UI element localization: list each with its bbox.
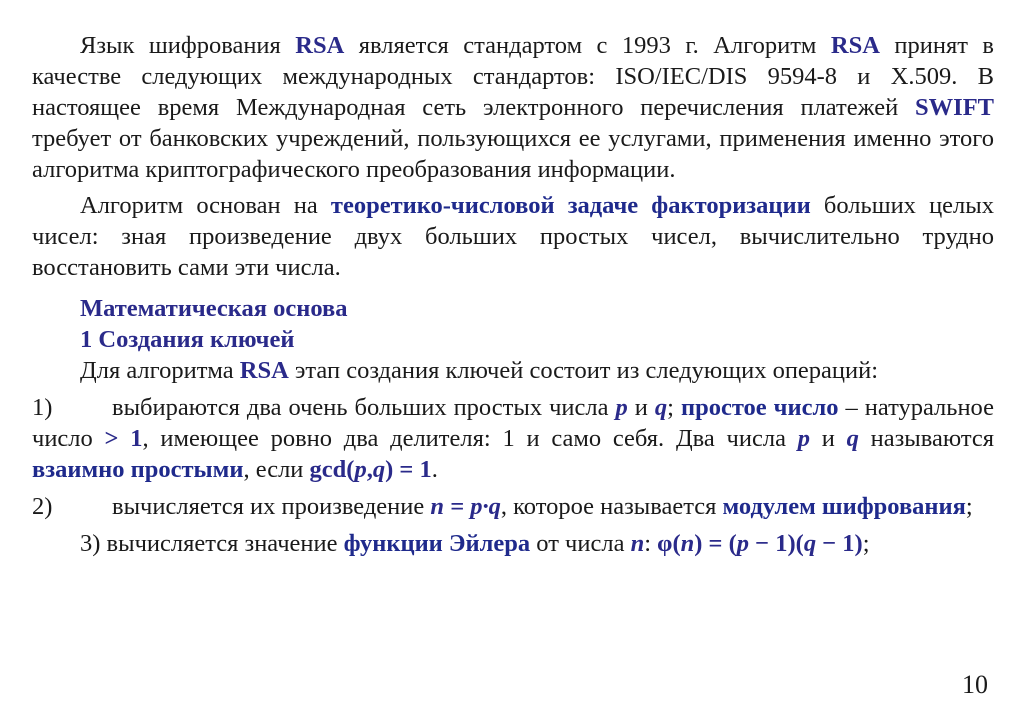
rsa-term: RSA — [830, 32, 880, 59]
coprime-term: взаимно простыми — [32, 456, 244, 483]
step-number: 1) — [32, 394, 53, 421]
factorization-term: теоретико-числовой задаче факторизации — [330, 192, 811, 219]
swift-term: SWIFT — [915, 94, 994, 121]
step-3: 3) вычисляется значение функции Эйлера от числа n: φ(n) = (p − 1)(q − 1); — [80, 530, 870, 557]
subsection-heading: 1 Создания ключей — [80, 326, 295, 353]
paragraph-rsa-standard: Язык шифрования RSA является стандартом с 1993 г. Алгоритм RSA принят в качестве следующих международных стандартов: ISO/IEC/DIS 9594-8 и X.509. В настоящее время Международная сеть электронного перечисления платежей SWIFT требует от банковских учреждений, пользующихся ее услугами, применения именно этого алгоритма криптографического преобразования информации. — [32, 32, 994, 183]
rsa-term: RSA — [295, 32, 345, 59]
section-heading: Математическая основа — [80, 295, 348, 322]
step-2: 2) вычисляется их произведение n = p·q, которое называется модулем шифрования; — [32, 493, 973, 520]
euler-formula: φ(n) = (p − 1)(q − 1) — [657, 530, 863, 557]
modulus-formula: n = p·q — [430, 493, 501, 520]
slide-content — [32, 30, 994, 559]
paragraph-key-generation-intro: Для алгоритма RSA этап создания ключей состоит из следующих операций: — [80, 357, 879, 384]
modulus-term: модулем шифрования — [722, 493, 966, 520]
euler-function-term: функции Эйлера — [343, 530, 531, 557]
step-number: 2) — [32, 493, 53, 520]
step-1: 1) выбираются два очень больших простых числа p и q; простое число – натуральное число > 1, имеющее ровно два делителя: 1 и само себя. Два числа p и q называются взаимно простыми, если gcd(p,q) = 1. — [32, 394, 994, 483]
prime-number-term: простое число — [680, 394, 839, 421]
rsa-term: RSA — [239, 357, 289, 384]
page-number: 10 — [962, 670, 988, 699]
gcd-formula: gcd(p,q) = 1 — [309, 456, 432, 483]
paragraph-factorization: Алгоритм основан на теоретико-числовой задаче факторизации больших целых чисел: зная произведение двух больших простых чисел, вычислительно трудно восстановить сами эти числа. — [32, 192, 994, 281]
